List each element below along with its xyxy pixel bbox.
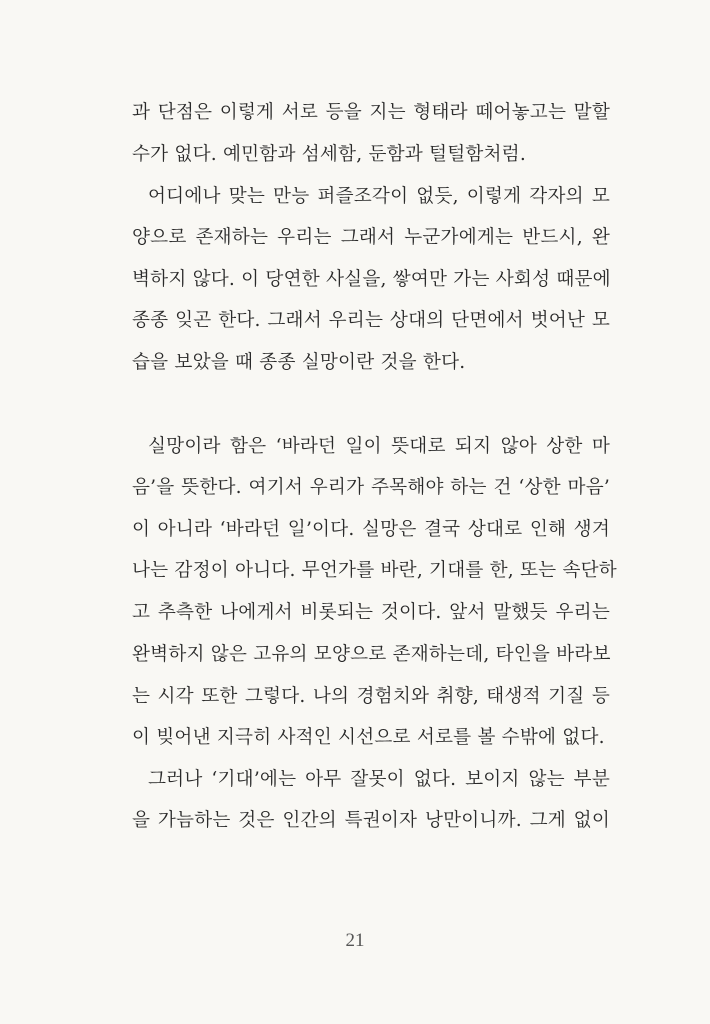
paragraph-start-line: 그러나 ‘기대’에는 아무 잘못이 없다. 보이지 않는 부분 xyxy=(148,769,610,790)
text-line: 완벽하지 않은 고유의 모양으로 존재하는데, 타인을 바라보 xyxy=(132,644,611,665)
text-line: 음’을 뜻한다. 여기서 우리가 주목해야 하는 건 ‘상한 마음’ xyxy=(132,477,610,498)
text-line: 는 시각 또한 그렇다. 나의 경험치와 취향, 태생적 기질 등 xyxy=(132,686,610,707)
text-line: 양으로 존재하는 우리는 그래서 누군가에게는 반드시, 완 xyxy=(132,227,610,248)
text-line: 과 단점은 이렇게 서로 등을 지는 형태라 떼어놓고는 말할 xyxy=(132,102,610,123)
text-line: 종종 잊곤 한다. 그래서 우리는 상대의 단면에서 벗어난 모 xyxy=(132,310,610,331)
text-line: 습을 보았을 때 종종 실망이란 것을 한다. xyxy=(132,352,466,373)
text-line: 벽하지 않다. 이 당연한 사실을, 쌓여만 가는 사회성 때문에 xyxy=(132,269,611,290)
text-line: 이 아니라 ‘바라던 일’이다. 실망은 결국 상대로 인해 생겨 xyxy=(132,519,610,540)
text-line: 나는 감정이 아니다. 무언가를 바란, 기대를 한, 또는 속단하 xyxy=(132,560,617,581)
text-line: 을 가늠하는 것은 인간의 특권이자 낭만이니까. 그게 없이 xyxy=(132,810,610,831)
page-number: 21 xyxy=(345,930,365,951)
paragraph-start-line: 어디에나 맞는 만능 퍼즐조각이 없듯, 이렇게 각자의 모 xyxy=(148,186,610,207)
text-line: 수가 없다. 예민함과 섬세함, 둔함과 털털함처럼. xyxy=(132,144,526,165)
text-line: 이 빚어낸 지극히 사적인 시선으로 서로를 볼 수밖에 없다. xyxy=(132,727,605,748)
text-line: 고 추측한 나에게서 비롯되는 것이다. 앞서 말했듯 우리는 xyxy=(132,602,610,623)
paragraph-start-line: 실망이라 함은 ‘바라던 일이 뜻대로 되지 않아 상한 마 xyxy=(148,436,610,457)
